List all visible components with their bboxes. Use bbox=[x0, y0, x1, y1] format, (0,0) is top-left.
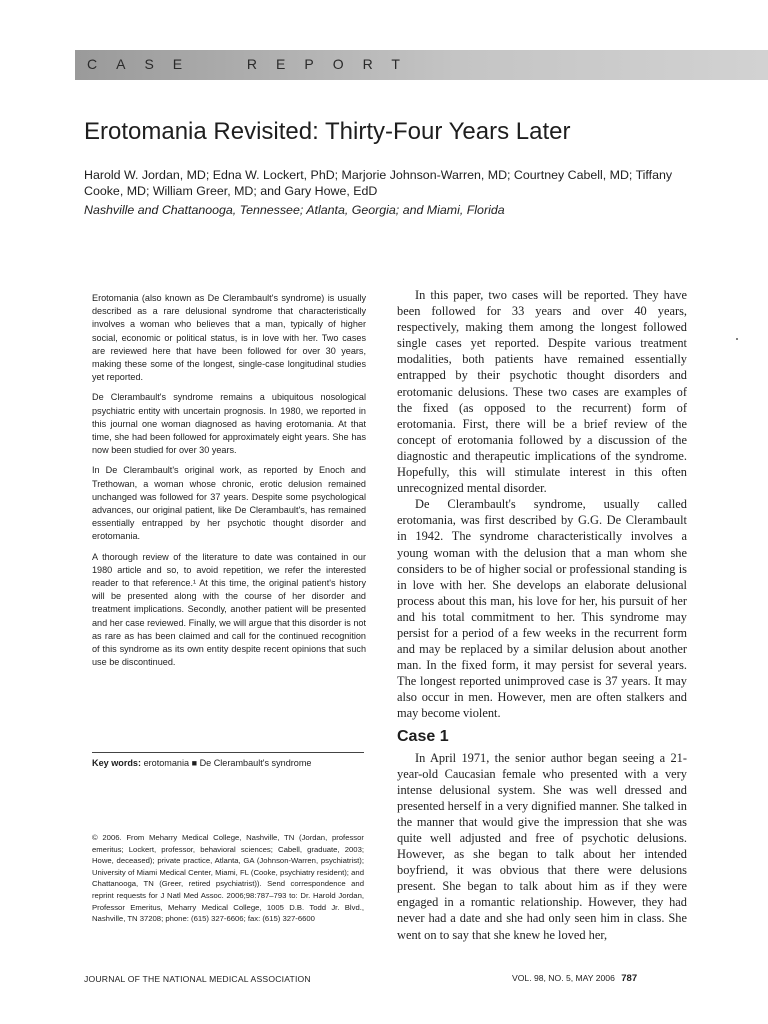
section-heading-case-1: Case 1 bbox=[397, 727, 449, 745]
keyword: erotomania bbox=[143, 758, 190, 768]
body-paragraph: In this paper, two cases will be reported. They have been followed for 33 years and over 40 years, respectively, making them among the longest followed single cases yet reported. Despite various treatment modalities, both patients have remained essentially entrapped by their psychotic thought disorders and erotomanic delusions. These two cases are examples of the fixed (as opposed to the recurrent) form of erotomania. First, there will be a brief review of the concept of erotomania followed by a discussion of the diagnostic and therapeutic implications of the syndrome. Hopefully, this will stimulate interest in this often unrecognized mental disorder. bbox=[397, 288, 687, 496]
page-number: 787 bbox=[621, 973, 638, 984]
abstract-paragraph: A thorough review of the literature to date was contained in our 1980 article and so, to avoid repetition, we refer the interested reader to that reference.¹ At this time, the original patient's history will be presented along with the course of her disorder and treatment implications. Secondly, another patient will be presented and her case reviewed. Finally, we will argue that this disorder is not as rare as has been claimed and call for the continued recognition of this syndrome as its own entity despite recent opinions that such use be discontinued. bbox=[92, 551, 366, 668]
body-paragraph: In April 1971, the senior author began seeing a 21-year-old Caucasian female who presented with a very intense delusional system. She was well dressed and presented herself in a very dignified manner. She talked in the manner that would give the impression that she was quite well adjusted and free of psychotic delusions. However, as she began to talk about her intended boyfriend, it was obvious that there were delusions present. She began to talk about him as if they were engaged in a romantic relationship. However, they had never had a date and she had only seen him in class. She went on to say that she knew he loved her, bbox=[397, 750, 687, 942]
body-paragraph: De Clerambault's syndrome, usually called erotomania, was first described by G.G. De Clerambault in 1942. The syndrome characteristically involves a young woman with the delusion that a man whom she considers to be of higher social or professional standing is in love with her. She develops an elaborate delusional process about this man, his love for her, his pursuit of her and his total commitment to her. This syndrome may persist for a period of a few weeks in the recurrent form and may be replaced by a similar delusion about another man. In the fixed form, it may persist for several years. The longest reported unimproved case is 37 years. It may also occur in men. However, men are often stalkers and may become violent. bbox=[397, 497, 687, 721]
abstract-paragraph: In De Clerambault's original work, as reported by Enoch and Trethowan, a woman whose chronic, erotic delusion remained unchanged was followed for 37 years. Despite some psychological advances, our original patient, like De Clerambault's, has remained essentially entrapped by her psychotic thought disorder and erotomania. bbox=[92, 465, 366, 542]
abstract-paragraph: Erotomania (also known as De Clerambault's syndrome) is usually described as a rare delusional syndrome that characteristically involves a woman who believes that a man, typically of higher social, economic or political status, is in love with her. Two cases are reviewed here that have been followed for over 30 years, making these some of the longest, single-case longitudinal studies yet reported. bbox=[92, 293, 366, 383]
abstract bbox=[92, 292, 366, 676]
keywords-label: Key words: bbox=[92, 758, 142, 768]
footer-volume: VOL. 98, NO. 5, MAY 2006 bbox=[512, 973, 615, 983]
body-text-column bbox=[397, 287, 687, 943]
footer-journal-name: JOURNAL OF THE NATIONAL MEDICAL ASSOCIATION bbox=[84, 974, 311, 984]
author-affiliation: Nashville and Chattanooga, Tennessee; Atlanta, Georgia; and Miami, Florida bbox=[84, 203, 505, 217]
keyword: De Clerambault's syndrome bbox=[199, 758, 312, 768]
abstract-paragraph: De Clerambault's syndrome remains a ubiquitous nosological psychiatric entity with uncertain prognosis. In 1980, we reported in this journal one woman diagnosed as having erotomania. At that time, she had been followed for approximately eight years. She has now been studied for over 30 years. bbox=[92, 392, 366, 456]
stray-mark bbox=[736, 338, 738, 340]
author-list: Harold W. Jordan, MD; Edna W. Lockert, PhD; Marjorie Johnson-Warren, MD; Courtney Cabell, MD; Tiffany Cooke, MD; William Greer, MD; and Gary Howe, EdD bbox=[84, 168, 673, 198]
copyright-notice: © 2006. From Meharry Medical College, Nashville, TN (Jordan, professor emeritus; Lockert, professor, behavioral sciences; Cabell, graduate, 2003; Howe, deceased); private practice, Atlanta, GA (Johnson-Warren, psychiatrist); University of Miami Medical Center, Miami, FL (Cooke, psychiatry resident); and Chattanooga, TN (Greer, retired psychiatrist)). Send correspondence and reprint requests for J Natl Med Assoc. 2006;98:787–793 to: Dr. Harold Jordan, Professor Emeritus, Meharry Medical College, 1005 D.B. Todd Jr. Blvd., Nashville, TN 37208; phone: (615) 327-6606; fax: (615) 327-6600 bbox=[92, 833, 364, 924]
keywords bbox=[92, 752, 364, 768]
case-report-banner bbox=[75, 50, 768, 80]
article-title: Erotomania Revisited: Thirty-Four Years Later bbox=[84, 118, 571, 145]
banner-label: CASE REPORT bbox=[87, 56, 419, 72]
footer-issue bbox=[512, 973, 637, 984]
keyword-separator-icon: ■ bbox=[191, 758, 198, 768]
